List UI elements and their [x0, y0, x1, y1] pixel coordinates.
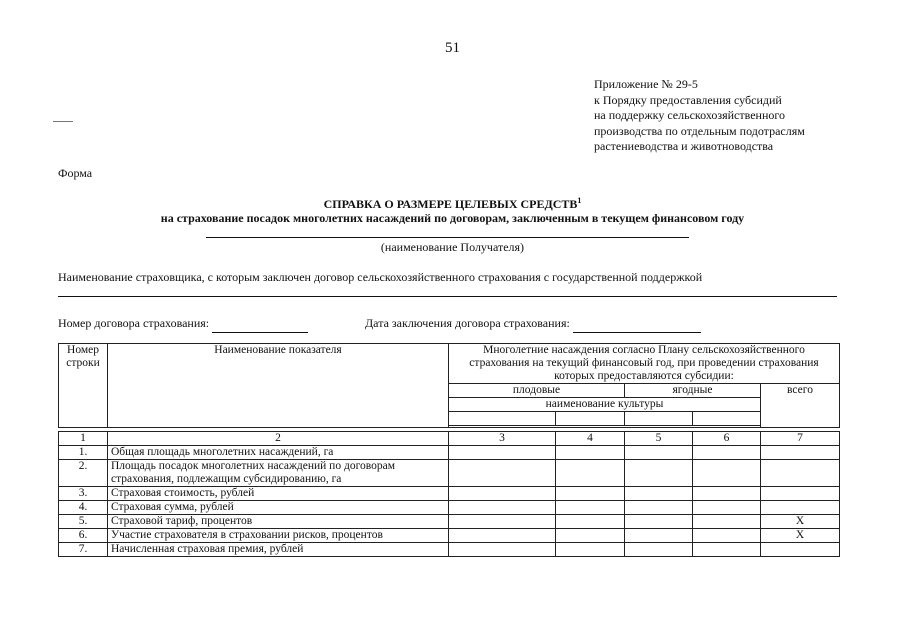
table-row: [59, 543, 840, 557]
column-index: 3: [449, 432, 556, 446]
column-index: 6: [693, 432, 761, 446]
row-number: 2.: [59, 460, 108, 487]
value-cell[interactable]: [693, 460, 761, 487]
header-indicator-name: Наименование показателя: [108, 344, 449, 428]
total-cell: Х: [761, 515, 840, 529]
row-indicator: Начисленная страховая премия, рублей: [108, 543, 449, 557]
contract-number: [58, 316, 308, 333]
value-cell[interactable]: [693, 487, 761, 501]
value-cell[interactable]: [625, 543, 693, 557]
value-cell[interactable]: [556, 501, 625, 515]
value-cell[interactable]: [449, 543, 556, 557]
column-index: 2: [108, 432, 449, 446]
row-indicator: Общая площадь многолетних насаждений, га: [108, 446, 449, 460]
total-cell[interactable]: [761, 460, 840, 487]
value-cell[interactable]: [449, 460, 556, 487]
value-cell[interactable]: [556, 543, 625, 557]
value-cell[interactable]: [556, 515, 625, 529]
header-perennial-group: Многолетние насаждения согласно Плану сельскохозяйственного страхования на текущий финансовый год, при проведении страхования которых предоставляются субсидии:: [449, 344, 840, 384]
column-index: 4: [556, 432, 625, 446]
value-cell[interactable]: [556, 487, 625, 501]
recipient-field-line[interactable]: [206, 237, 689, 238]
header-fruit: плодовые: [449, 384, 625, 398]
culture-cell[interactable]: [625, 412, 693, 426]
document-title: [0, 196, 905, 212]
contract-date-field[interactable]: [573, 317, 701, 333]
contract-date-label: Дата заключения договора страхования:: [365, 316, 570, 330]
row-number: 1.: [59, 446, 108, 460]
subsidy-table: [58, 343, 840, 557]
row-number: 6.: [59, 529, 108, 543]
footnote-mark: 1: [577, 196, 582, 205]
table-row: [59, 460, 840, 487]
row-number: 5.: [59, 515, 108, 529]
value-cell[interactable]: [693, 529, 761, 543]
recipient-caption: (наименование Получателя): [380, 240, 525, 254]
appendix-line: Приложение № 29-5: [594, 77, 698, 91]
form-label: Форма: [58, 166, 93, 180]
value-cell[interactable]: [449, 446, 556, 460]
row-indicator: Страховой тариф, процентов: [108, 515, 449, 529]
page-number: 51: [445, 40, 460, 56]
total-cell[interactable]: [761, 487, 840, 501]
value-cell[interactable]: [556, 446, 625, 460]
appendix-block: [594, 77, 805, 155]
document-subtitle: на страхование посадок многолетних насаждений по договорам, заключенным в текущем финансовом году: [160, 211, 745, 225]
value-cell[interactable]: [625, 529, 693, 543]
appendix-line: на поддержку сельскохозяйственного: [594, 108, 786, 122]
row-number: 3.: [59, 487, 108, 501]
appendix-line: растениеводства и животноводства: [594, 139, 774, 153]
document-title-text: СПРАВКА О РАЗМЕРЕ ЦЕЛЕВЫХ СРЕДСТВ: [323, 197, 578, 211]
row-indicator: Страховая стоимость, рублей: [108, 487, 449, 501]
column-index: 7: [761, 432, 840, 446]
value-cell[interactable]: [449, 529, 556, 543]
insurer-label: Наименование страховщика, с которым заключен договор сельскохозяйственного страхования с государственной поддержкой: [58, 270, 703, 284]
header-row-number: Номер строки: [59, 344, 108, 428]
value-cell[interactable]: [556, 529, 625, 543]
contract-number-label: Номер договора страхования:: [58, 316, 210, 330]
column-index-row: [59, 432, 840, 446]
total-cell[interactable]: [761, 543, 840, 557]
value-cell[interactable]: [449, 515, 556, 529]
column-index: 5: [625, 432, 693, 446]
contract-number-field[interactable]: [212, 317, 308, 333]
table-row: [59, 515, 840, 529]
value-cell[interactable]: [556, 460, 625, 487]
culture-cell[interactable]: [556, 412, 625, 426]
row-number: 4.: [59, 501, 108, 515]
insurer-field-line[interactable]: [58, 296, 837, 297]
row-indicator: Площадь посадок многолетних насаждений по договорам страхования, подлежащим субсидированию, га: [108, 460, 449, 487]
value-cell[interactable]: [625, 515, 693, 529]
table-row: [59, 487, 840, 501]
row-indicator: Страховая сумма, рублей: [108, 501, 449, 515]
value-cell[interactable]: [625, 501, 693, 515]
value-cell[interactable]: [449, 501, 556, 515]
row-number: 7.: [59, 543, 108, 557]
value-cell[interactable]: [693, 543, 761, 557]
table-row: [59, 529, 840, 543]
column-index: 1: [59, 432, 108, 446]
header-berry: ягодные: [625, 384, 761, 398]
value-cell[interactable]: [625, 460, 693, 487]
table-row: [59, 446, 840, 460]
total-cell: Х: [761, 529, 840, 543]
value-cell[interactable]: [449, 487, 556, 501]
value-cell[interactable]: [693, 501, 761, 515]
value-cell[interactable]: [693, 515, 761, 529]
margin-dash: [53, 121, 73, 122]
value-cell[interactable]: [693, 446, 761, 460]
total-cell[interactable]: [761, 446, 840, 460]
row-indicator: Участие страхователя в страховании рисков, процентов: [108, 529, 449, 543]
header-total: всего: [761, 384, 840, 428]
value-cell[interactable]: [625, 487, 693, 501]
appendix-line: производства по отдельным подотраслям: [594, 123, 805, 138]
table-row: [59, 501, 840, 515]
value-cell[interactable]: [625, 446, 693, 460]
total-cell[interactable]: [761, 501, 840, 515]
contract-date: [365, 316, 701, 333]
culture-cell[interactable]: [449, 412, 556, 426]
appendix-line: к Порядку предоставления субсидий: [594, 92, 782, 107]
header-culture-name: наименование культуры: [449, 398, 761, 412]
culture-cell[interactable]: [693, 412, 761, 426]
